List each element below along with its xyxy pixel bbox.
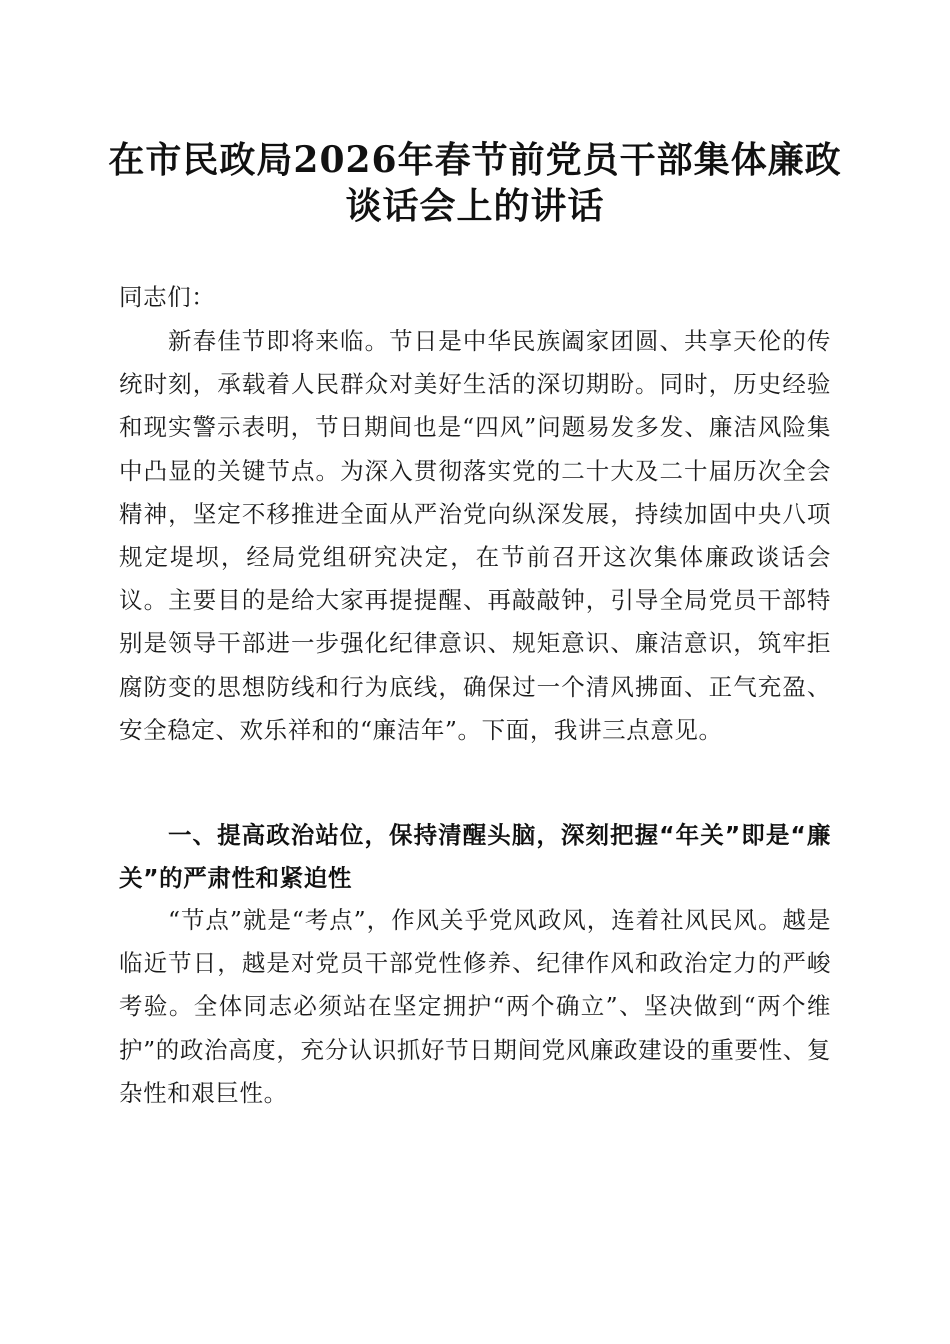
document-title-line-2: 谈话会上的讲话 (345, 185, 605, 227)
paragraph-section-1: “节点”就是“考点”，作风关乎党风政风，连着社风民风。越是临近节日，越是对党员干部党性修养、纪律作风和政治定力的严峻考验。全体同志必须站在坚定拥护“两个确立”、坚决做到“两个维护”的政治高度，充分认识抓好节日期间党风廉政建设的重要性、复杂性和艰巨性。 (119, 906, 831, 1107)
paragraph-intro: 新春佳节即将来临。节日是中华民族阖家团圆、共享天伦的传统时刻，承载着人民群众对美好生活的深切期盼。同时，历史经验和现实警示表明，节日期间也是“四风”问题易发多发、廉洁风险集中凸显的关键节点。为深入贯彻落实党的二十大及二十届历次全会精神，坚定不移推进全面从严治党向纵深发展，持续加固中央八项规定堤坝，经局党组研究决定，在节前召开这次集体廉政谈话会议。主要目的是给大家再提提醒、再敲敲钟，引导全局党员干部特别是领导干部进一步强化纪律意识、规矩意识、廉洁意识，筑牢拒腐防变的思想防线和行为底线，确保过一个清风拂面、正气充盈、安全稳定、欢乐祥和的“廉洁年”。下面，我讲三点意见。 (119, 327, 831, 744)
document-title-line-1: 在市民政局2026年春节前党员干部集体廉政 (108, 139, 842, 181)
salutation: 同志们： (119, 283, 216, 311)
section-heading-1: 一、提高政治站位，保持清醒头脑，深刻把握“年关”即是“廉关”的严肃性和紧迫性 (119, 821, 831, 893)
